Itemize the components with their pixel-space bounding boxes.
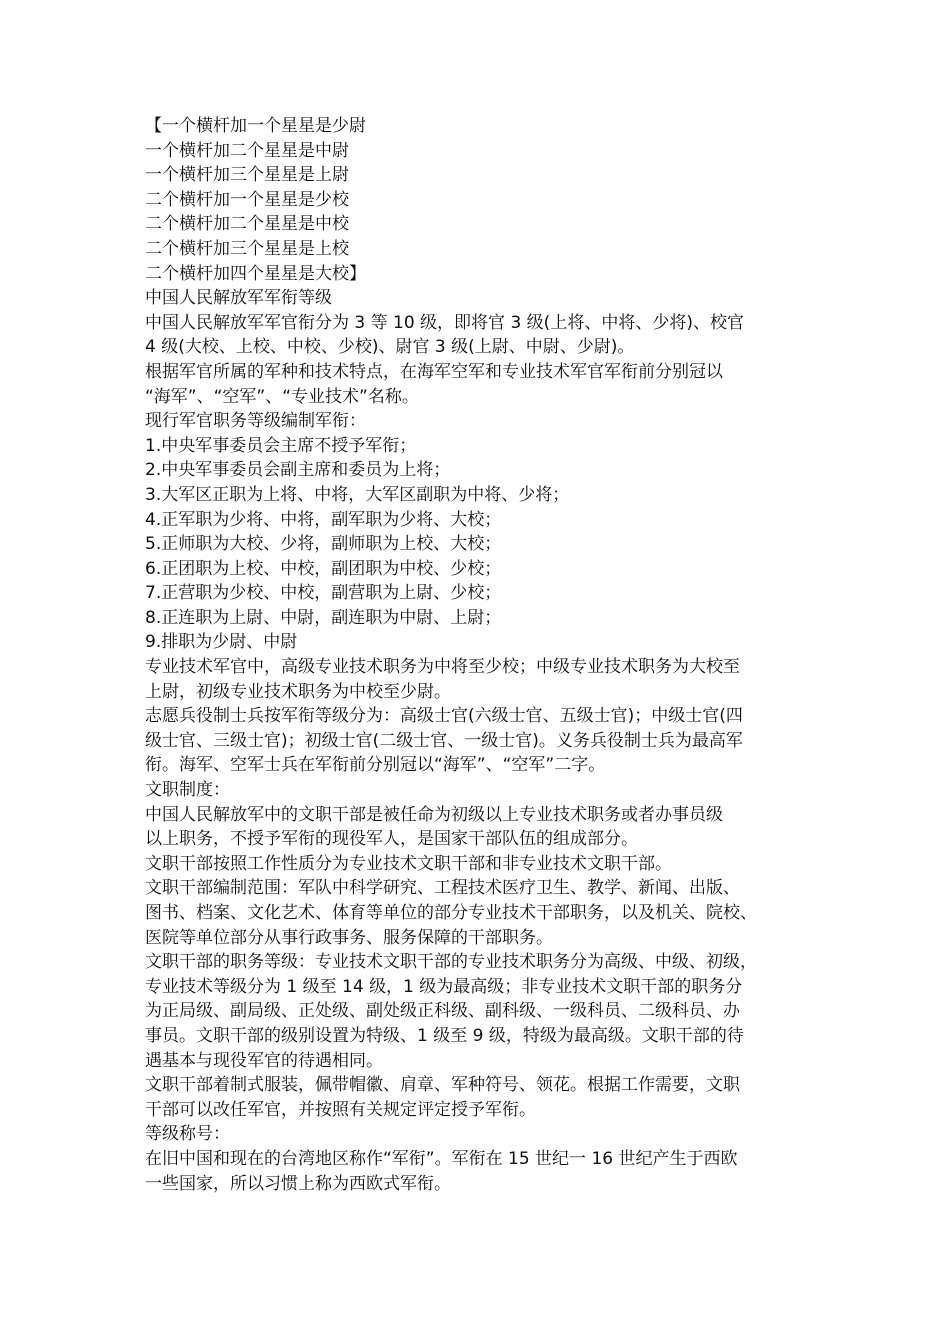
text-line: 5.正师职为大校、少将，副师职为上校、大校； [145, 534, 502, 555]
paragraph-line: 遇基本与现役军官的待遇相同。 [145, 1050, 383, 1071]
text-line: 8.正连职为上尉、中尉，副连职为中尉、上尉； [145, 607, 502, 628]
text-line: 1.中央军事委员会主席不授予军衔； [145, 435, 417, 456]
paragraph [145, 803, 813, 852]
paragraph-line: 根据军官所属的军种和技术特点，在海军空军和专业技术军官军衔前分别冠以 [145, 361, 723, 382]
paragraph [145, 876, 813, 950]
text-line: 二个横杆加二个星星是中校 [145, 214, 349, 235]
paragraph-line: 文职干部着制式服装，佩带帽徽、肩章、军种符号、领花。根据工作需要，文职 [145, 1075, 740, 1096]
paragraph-line: 志愿兵役制士兵按军衔等级分为：高级士官(六级士官、五级士官)；中级士官(四 [145, 706, 743, 727]
text-line: 一个横杆加二个星星是中尉 [145, 140, 349, 161]
paragraph-line: 中国人民解放军中的文职干部是被任命为初级以上专业技术职务或者办事员级 [145, 804, 723, 825]
text-line: 6.正团职为上校、中校，副团职为中校、少校； [145, 558, 502, 579]
paragraph-line: 4 级(大校、上校、中校、少校)、尉官 3 级(上尉、中尉、少尉)。 [145, 337, 635, 358]
paragraph-line: 医院等单位部分从事行政事务、服务保障的干部职务。 [145, 927, 553, 948]
paragraph-line: 文职干部的职务等级：专业技术文职干部的专业技术职务分为高级、中级、初级， [145, 952, 757, 973]
paragraph-line: 在旧中国和现在的台湾地区称作“军衔”。军衔在 15 世纪一 16 世纪产生于西欧 [145, 1148, 738, 1169]
paragraph [145, 1147, 813, 1196]
paragraph-line: 衔。海军、空军士兵在军衔前分别冠以“海军”、“空军”二字。 [145, 755, 606, 776]
document-body [145, 114, 813, 1196]
paragraph [145, 1073, 813, 1122]
text-line: 文职制度： [145, 780, 230, 801]
paragraph [145, 311, 813, 360]
paragraph-line: “海军”、“空军”、“专业技术”名称。 [145, 386, 419, 407]
paragraph [145, 360, 813, 409]
text-line: 一个横杆加三个星星是上尉 [145, 165, 349, 186]
paragraph [145, 704, 813, 778]
paragraph-line: 事员。文职干部的级别设置为特级、1 级至 9 级，特级为最高级。文职干部的待 [145, 1025, 744, 1046]
text-line: 2.中央军事委员会副主席和委员为上将； [145, 460, 451, 481]
paragraph-line: 图书、档案、文化艺术、体育等单位的部分专业技术干部职务，以及机关、院校、 [145, 903, 757, 923]
text-line: 【一个横杆加一个星星是少尉 [145, 116, 366, 136]
paragraph-line: 专业技术军官中，高级专业技术职务为中将至少校；中级专业技术职务为大校至 [145, 657, 740, 678]
paragraph [145, 655, 813, 704]
paragraph-line: 级士官、三级士官)；初级士官(二级士官、一级士官)。义务兵役制士兵为最高军 [145, 730, 743, 751]
text-line: 二个横杆加四个星星是大校】 [145, 263, 366, 284]
text-line: 二个横杆加一个星星是少校 [145, 189, 349, 210]
paragraph [145, 950, 813, 1073]
text-line: 4.正军职为少将、中将，副军职为少将、大校； [145, 509, 502, 530]
text-line: 现行军官职务等级编制军衔： [145, 411, 366, 432]
paragraph-line: 为正局级、副局级、正处级、副处级正科级、副科级、一级科员、二级科员、办 [145, 1001, 740, 1022]
text-line: 9.排职为少尉、中尉 [145, 632, 298, 653]
text-line: 中国人民解放军军衔等级 [145, 288, 332, 309]
paragraph-line: 文职干部编制范围：军队中科学研究、工程技术医疗卫生、教学、新闻、出版、 [145, 878, 740, 899]
paragraph-line: 以上职务，不授予军衔的现役军人，是国家干部队伍的组成部分。 [145, 829, 638, 850]
paragraph-line: 干部可以改任军官，并按照有关规定评定授予军衔。 [145, 1099, 536, 1120]
paragraph-line: 专业技术等级分为 1 级至 14 级，1 级为最高级；非专业技术文职干部的职务分 [145, 976, 743, 997]
paragraph-line: 中国人民解放军军官衔分为 3 等 10 级，即将官 3 级(上将、中将、少将)、校官 [145, 312, 744, 333]
text-line: 等级称号： [145, 1124, 230, 1145]
paragraph-line: 一些国家，所以习惯上称为西欧式军衔。 [145, 1173, 451, 1194]
text-line: 二个横杆加三个星星是上校 [145, 238, 349, 259]
paragraph-line: 上尉，初级专业技术职务为中校至少尉。 [145, 681, 451, 702]
text-line: 7.正营职为少校、中校，副营职为上尉、少校； [145, 583, 502, 604]
text-line: 3.大军区正职为上将、中将，大军区副职为中将、少将； [145, 484, 570, 505]
text-line: 文职干部按照工作性质分为专业技术文职干部和非专业技术文职干部。 [145, 853, 672, 874]
